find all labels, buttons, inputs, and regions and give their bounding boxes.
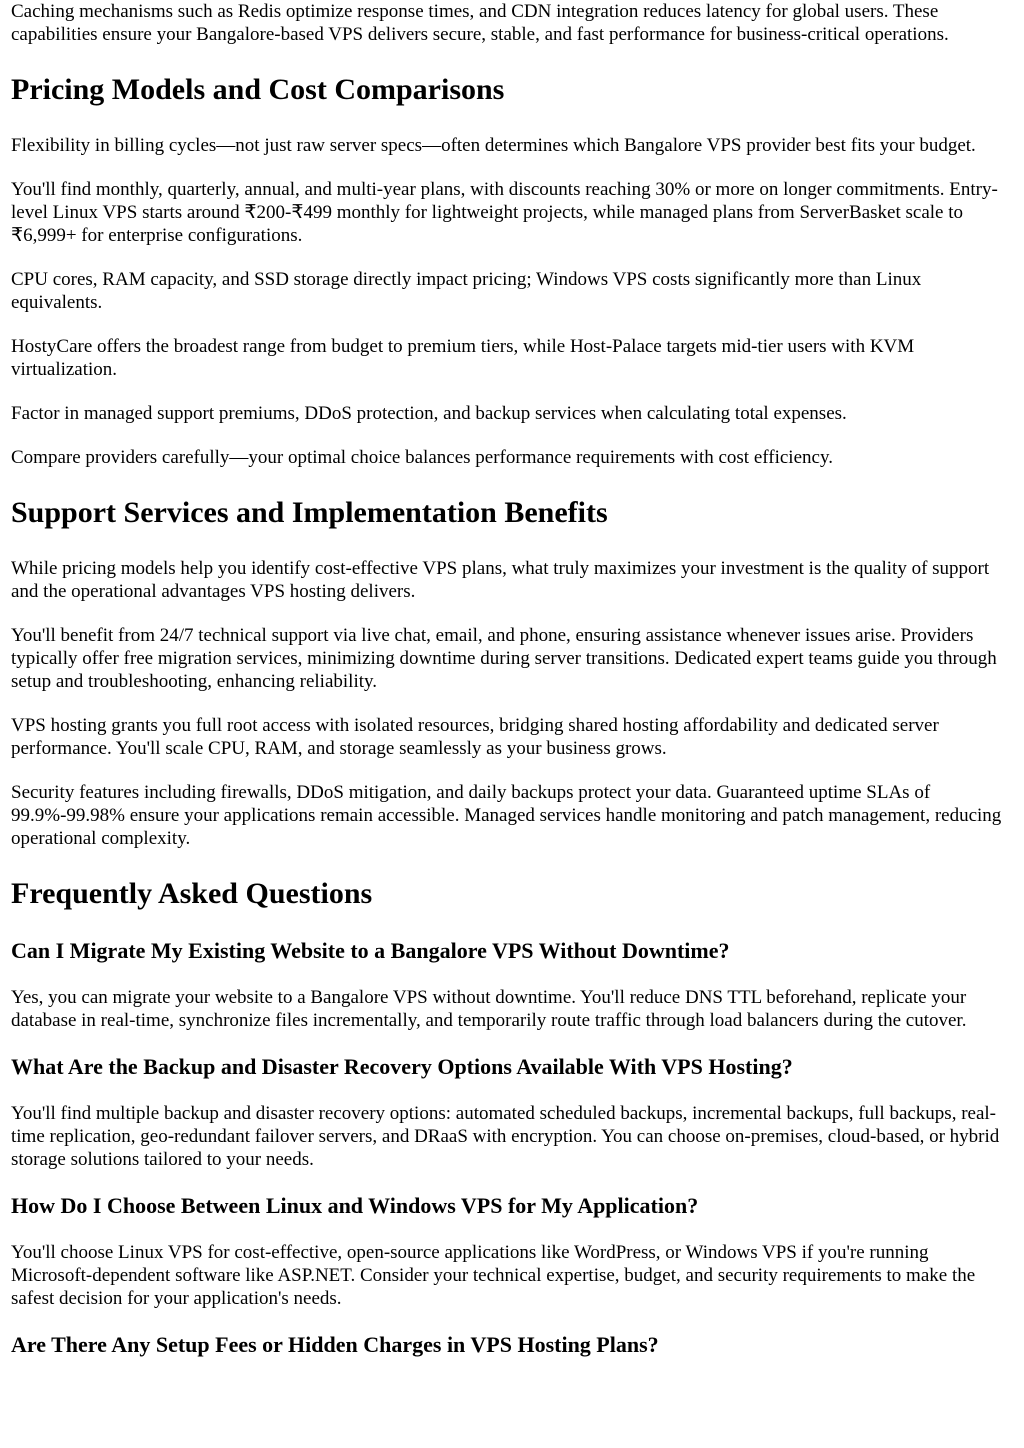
- faq-question: What Are the Backup and Disaster Recovery Options Available With VPS Hosting?: [11, 1054, 793, 1079]
- faq-answer: You'll find multiple backup and disaster recovery options: automated scheduled backups, incremental backups, full backups, real-time replication, geo-redundant failover servers, and DRaaS with encryption. You can choose on-premises, cloud-based, or hybrid storage solutions tailored to your needs.: [11, 1103, 1000, 1170]
- faq-question: Can I Migrate My Existing Website to a Bangalore VPS Without Downtime?: [11, 938, 730, 963]
- intro-paragraph: Caching mechanisms such as Redis optimize response times, and CDN integration reduces latency for global users. These capabilities ensure your Bangalore-based VPS delivers secure, stable, and fast performance for business-critical operations.: [11, 1, 949, 45]
- support-heading: Support Services and Implementation Benefits: [11, 496, 608, 529]
- faq-heading: Frequently Asked Questions: [11, 877, 373, 910]
- support-paragraph: You'll benefit from 24/7 technical support via live chat, email, and phone, ensuring assistance whenever issues arise. Providers typically offer free migration services, minimizing downtime during server transitions. Dedicated expert teams guide you through setup and troubleshooting, enhancing reliability.: [11, 625, 997, 692]
- pricing-paragraph: Flexibility in billing cycles—not just raw server specs—often determines which Bangalore VPS provider best fits your budget.: [11, 135, 976, 156]
- faq-answer: Yes, you can migrate your website to a Bangalore VPS without downtime. You'll reduce DNS TTL beforehand, replicate your database in real-time, synchronize files incrementally, and temporarily route traffic through load balancers during the cutover.: [11, 987, 967, 1031]
- faq-question: Are There Any Setup Fees or Hidden Charges in VPS Hosting Plans?: [11, 1332, 659, 1357]
- support-paragraph: VPS hosting grants you full root access with isolated resources, bridging shared hosting affordability and dedicated server performance. You'll scale CPU, RAM, and storage seamlessly as your business grows.: [11, 715, 939, 759]
- faq-question: How Do I Choose Between Linux and Windows VPS for My Application?: [11, 1193, 699, 1218]
- pricing-paragraph: You'll find monthly, quarterly, annual, and multi-year plans, with discounts reaching 30% or more on longer commitments. Entry-level Linux VPS starts around ₹200-₹499 monthly for lightweight projects, while managed plans from ServerBasket scale to ₹6,999+ for enterprise configurations.: [11, 179, 998, 246]
- pricing-paragraph: CPU cores, RAM capacity, and SSD storage directly impact pricing; Windows VPS costs significantly more than Linux equivalents.: [11, 269, 922, 313]
- pricing-heading: Pricing Models and Cost Comparisons: [11, 73, 505, 106]
- pricing-paragraph: HostyCare offers the broadest range from budget to premium tiers, while Host-Palace targets mid-tier users with KVM virtualization.: [11, 336, 915, 380]
- faq-answer: You'll choose Linux VPS for cost-effective, open-source applications like WordPress, or Windows VPS if you're running Microsoft-dependent software like ASP.NET. Consider your technical expertise, budget, and security requirements to make the safest decision for your application's needs.: [11, 1242, 976, 1309]
- support-paragraph: While pricing models help you identify cost-effective VPS plans, what truly maximizes your investment is the quality of support and the operational advantages VPS hosting delivers.: [11, 558, 990, 602]
- support-paragraph: Security features including firewalls, DDoS mitigation, and daily backups protect your data. Guaranteed uptime SLAs of 99.9%-99.98% ensure your applications remain accessible. Managed services handle monitoring and patch management, reducing operational complexity.: [11, 782, 1002, 849]
- pricing-paragraph: Compare providers carefully—your optimal choice balances performance requirements with cost efficiency.: [11, 447, 833, 468]
- pricing-paragraph: Factor in managed support premiums, DDoS protection, and backup services when calculating total expenses.: [11, 403, 847, 424]
